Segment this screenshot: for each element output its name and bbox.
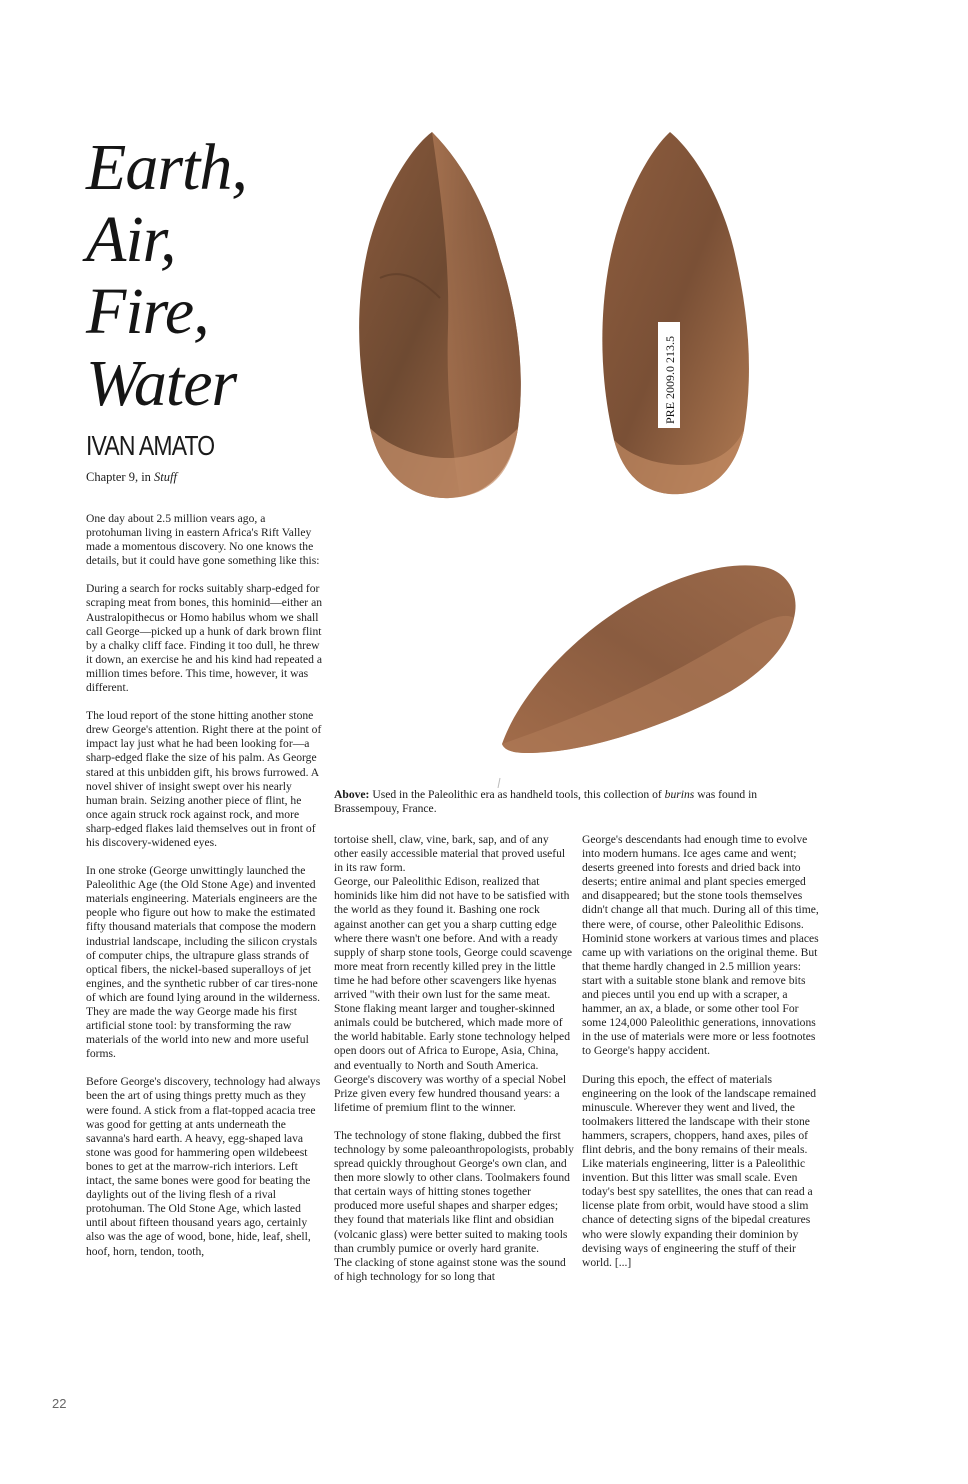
source-prefix: Chapter 9, in xyxy=(86,470,155,484)
body-column-3 xyxy=(582,833,822,1284)
source-book: Stuff xyxy=(154,470,177,484)
paragraph: The loud report of the stone hitting another stone drew George's attention. Right there at the point of impact lay just what he had been looking for—a sharp-edged flake the size of his palm. As George stared at this unbidden gift, his brows furrowed. A novel shiver of insight swept over his nearly human brain. Seizing another piece of flint, he once again struck rock against rock, and more sharp-edged flakes laid themselves out in front of his discovery-widened eyes. xyxy=(86,709,322,849)
paragraph: During a search for rocks suitably sharp-edged for scraping meat from bones, this hominid—either an Australopithecus or Homo habilus whom we shall call George—picked up a hunk of dark brown flint by a chalky cliff face. Finding it too dull, he threw it down, an exercise he and his kind had repeated a million times before. This time, however, it was different. xyxy=(86,582,323,695)
paragraph: Before George's discovery, technology had always been the art of using things pretty much as they were found. A stick from a flat-topped acacia tree was good for getting at ants underneath the savanna's hard earth. A heavy, egg-shaped lava stone was good for hammering open wildebeest bones to get at the marrow-rich interiors. Left intact, the same bones were good for beating the daylights out of the living flesh of a rival protohuman. The Old Stone Age, which lasted until about fifteen thousand years ago, certainly also was the age of wood, bone, hide, leaf, shell, hoof, horn, tendon, tooth, xyxy=(86,1075,321,1258)
paragraph: One day about 2.5 million vears ago, a protohuman living in eastern Africa's Rift Valley made a momentous discovery. No one knows the details, but it could have gone something like this: xyxy=(86,512,320,568)
article-title xyxy=(86,132,336,420)
title-line: Air, xyxy=(86,203,176,276)
title-line: Earth, xyxy=(86,131,247,204)
paragraph: The technology of stone flaking, dubbed the first technology by some paleoanthropologists, probably spread quickly throughout George's own clan, and then more slowly to other clans. Toolmakers found that certain ways of hitting stones together produced more useful shapes and sharper edges; they found that materials like flint and obsidian (volcanic glass) were better suited to making tools than crumbly pumice or overly hard granite. xyxy=(334,1128,574,1255)
paragraph: George, our Paleolithic Edison, realized that hominids like him did not have to be satisfied with the world as they found it. Bashing one rock against another can get you a sharp cutting edge where there wasn't one before. And with a ready supply of sharp stone tools, George could scavenge more meat frorn recently killed prey in the little time he had before other scavengers like hyenas arrived "with their own lust for the same meat. Stone flaking meant larger and tougher-skinned animals could be butchered, which made more of the world habitable. Early stone technology helped open doors out of Africa to Europe, Asia, China, and eventually to North and South America. George's discovery was worthy of a special Nobel Prize given every few hundred thousand years: a lifetime of premium flint to the winner. xyxy=(334,875,573,1114)
burin-side-photo xyxy=(488,548,806,788)
body-column-2 xyxy=(334,833,574,1298)
museum-label-text: PRE 2009.0 213.5 xyxy=(663,335,677,424)
burin-front-photo xyxy=(340,128,530,504)
caption-italic: burins xyxy=(664,788,695,801)
title-line: Water xyxy=(86,347,237,420)
caption-text-before: Used in the Paleolithic era as handheld tools, this collection of xyxy=(369,788,665,801)
source-line xyxy=(86,470,177,485)
burin-back-photo xyxy=(588,130,756,498)
body-column-1 xyxy=(86,512,324,1273)
paragraph: In one stroke (George unwittingly launched the Paleolithic Age (the Old Stone Age) and invented materials engineering. Materials engineers are the people who figure out how to make the estimated fifty thousand materials that compose the modern industrial landscape, including the silicon crystals of computer chips, the ultrapure glass strands of optical fibers, the nickel-based superalloys of jet engines, and the synthetic rubber of car tires-none of which are found lying around in the wilderness. They are made the way George made his first artificial stone tool: by transforming the raw materials of the world into new and more useful forms. xyxy=(86,864,321,1061)
page-number: 22 xyxy=(52,1396,67,1411)
title-line: Fire, xyxy=(86,275,209,348)
paragraph: The clacking of stone against stone was the sound of high technology for so long that xyxy=(334,1255,566,1283)
paragraph: During this epoch, the effect of materials engineering on the look of the landscape remained minuscule. Wherever they went and lived, the toolmakers littered the landscape with their stone hammers, scrapers, choppers, hand axes, piles of flint debris, and the bony remains of their meals. Like materials engineering, litter is a Paleolithic invention. But this litter was small scale. Even today's best spy satellites, the ones that can read a license plate from orbit, would have stood a slim chance of detecting signs of the bipedal creatures who were slowly expanding their dominion by devising ways of engineering the stuff of their world. [...] xyxy=(582,1072,817,1269)
paragraph: tortoise shell, claw, vine, bark, sap, and of any other easily accessible material that proved useful in its raw form. xyxy=(334,833,566,875)
caption-text-after: was found in Brassempouy, France. xyxy=(334,788,758,816)
caption-lead: Above: xyxy=(334,788,370,801)
author-name: IVAN AMATO xyxy=(86,430,215,461)
photo-caption xyxy=(334,788,814,816)
paragraph: George's descendants had enough time to evolve into modern humans. Ice ages came and went; deserts greened into forests and dried back into deserts; entire animal and plant species emerged and disappeared; but the stone tools themselves didn't change all that much. During all of this time, there were, of course, other Paleolithic Edisons. Hominid stone workers at various times and places came up with variations on the original theme. But that theme hardly changed in 2.5 million years: start with a suitable stone blank and remove bits and pieces until you end up with a scraper, a hammer, an ax, a blade, or some other tool For some 124,000 Paleolithic generations, innovations in the use of materials were more or less footnotes to George's happy accident. xyxy=(582,833,819,1058)
